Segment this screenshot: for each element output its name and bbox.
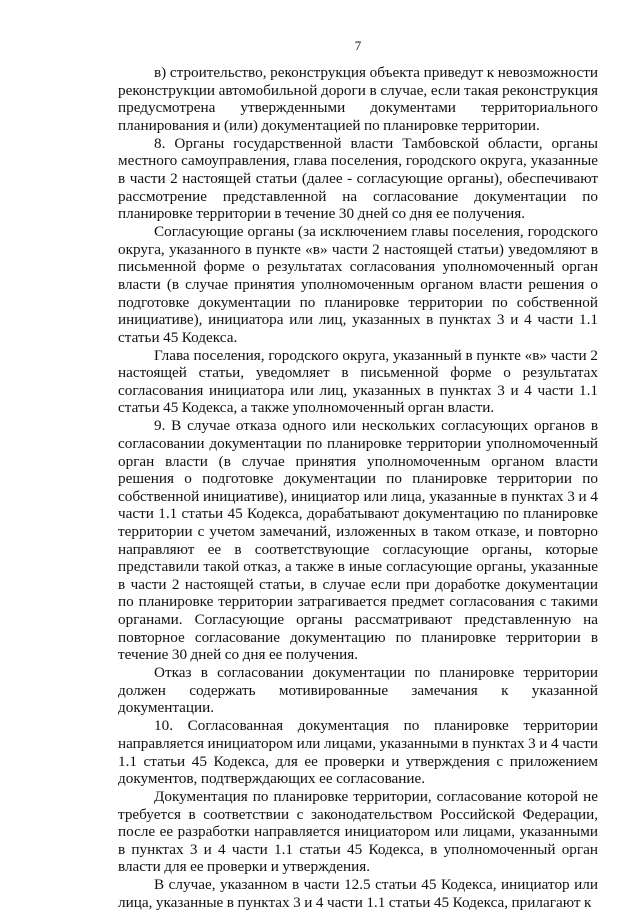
paragraph-head-notifies: Глава поселения, городского округа, указанный в пункте «в» части 2 настоящей статьи, уведомляет в письменной форме о результатах согласования инициатора или лиц, указанных в пунктах 3 и 4 части 1.1 статьи 45 Кодекса, а также уполномоченный орган власти. bbox=[118, 346, 598, 417]
paragraph-agencies-notify: Согласующие органы (за исключением главы поселения, городского округа, указанного в пункте «в» части 2 настоящей статьи) уведомляют в письменной форме о результатах согласования уполномоченный орган власти (в случае принятия уполномоченным органом власти решения о подготовке документации по планировке территории по собственной инициативе), инициатора или лиц, указанных в пунктах 3 и 4 части 1.1 статьи 45 Кодекса. bbox=[118, 223, 598, 346]
paragraph-item-9: 9. В случае отказа одного или нескольких согласующих органов в согласовании документации по планировке территории уполномоченный орган власти (в случае принятия уполномоченным органом власти решения о подготовке документации по планировке территории по собственной инициативе), инициатор или лица, указанные в пунктах 3 и 4 части 1.1 статьи 45 Кодекса, дорабатывают документацию по планировке территории с учетом замечаний, изложенных в таком отказе, и повторно направляют ее в соответствующие согласующие органы, которые представили такой отказ, а также в иные согласующие органы, указанные в части 2 настоящей статьи, в случае если при доработке документации по планировке территории затрагивается предмет согласования с такими органами. Согласующие органы рассматривают представленную на повторное согласование документацию по планировке территории в течение 30 дней со дня ее получения. bbox=[118, 417, 598, 664]
page-number: 7 bbox=[354, 38, 362, 53]
paragraph-item-8: 8. Органы государственной власти Тамбовской области, органы местного самоуправления, глава поселения, городского округа, указанные в части 2 настоящей статьи (далее - согласующие органы), обеспечивают рассмотрение представленной на согласование документации по планировке территории в течение 30 дней со дня ее получения. bbox=[118, 134, 598, 223]
paragraph-clause-v: в) строительство, реконструкция объекта приведут к невозможности реконструкции автомобильной дороги в случае, если такая реконструкция предусмотрена утвержденными документами территориального планирования и (или) документацией по планировке территории. bbox=[118, 64, 598, 134]
paragraph-no-approval-needed: Документация по планировке территории, согласование которой не требуется в соответствии с законодательством Российской Федерации, после ее разработки направляется инициатором или лицами, указанными в пунктах 3 и 4 части 1.1 статьи 45 Кодекса, в уполномоченный орган власти для ее проверки и утверждения. bbox=[118, 788, 598, 876]
paragraph-refusal: Отказ в согласовании документации по планировке территории должен содержать мотивированные замечания к указанной документации. bbox=[118, 664, 598, 717]
paragraph-item-10: 10. Согласованная документация по планировке территории направляется инициатором или лицами, указанными в пунктах 3 и 4 части 1.1 статьи 45 Кодекса, для ее проверки и утверждения с приложением документов, подтверждающих ее согласование. bbox=[118, 717, 598, 788]
paragraph-part-12-5: В случае, указанном в части 12.5 статьи 45 Кодекса, инициатор или лица, указанные в пунктах 3 и 4 части 1.1 статьи 45 Кодекса, прилагают к bbox=[118, 876, 598, 912]
